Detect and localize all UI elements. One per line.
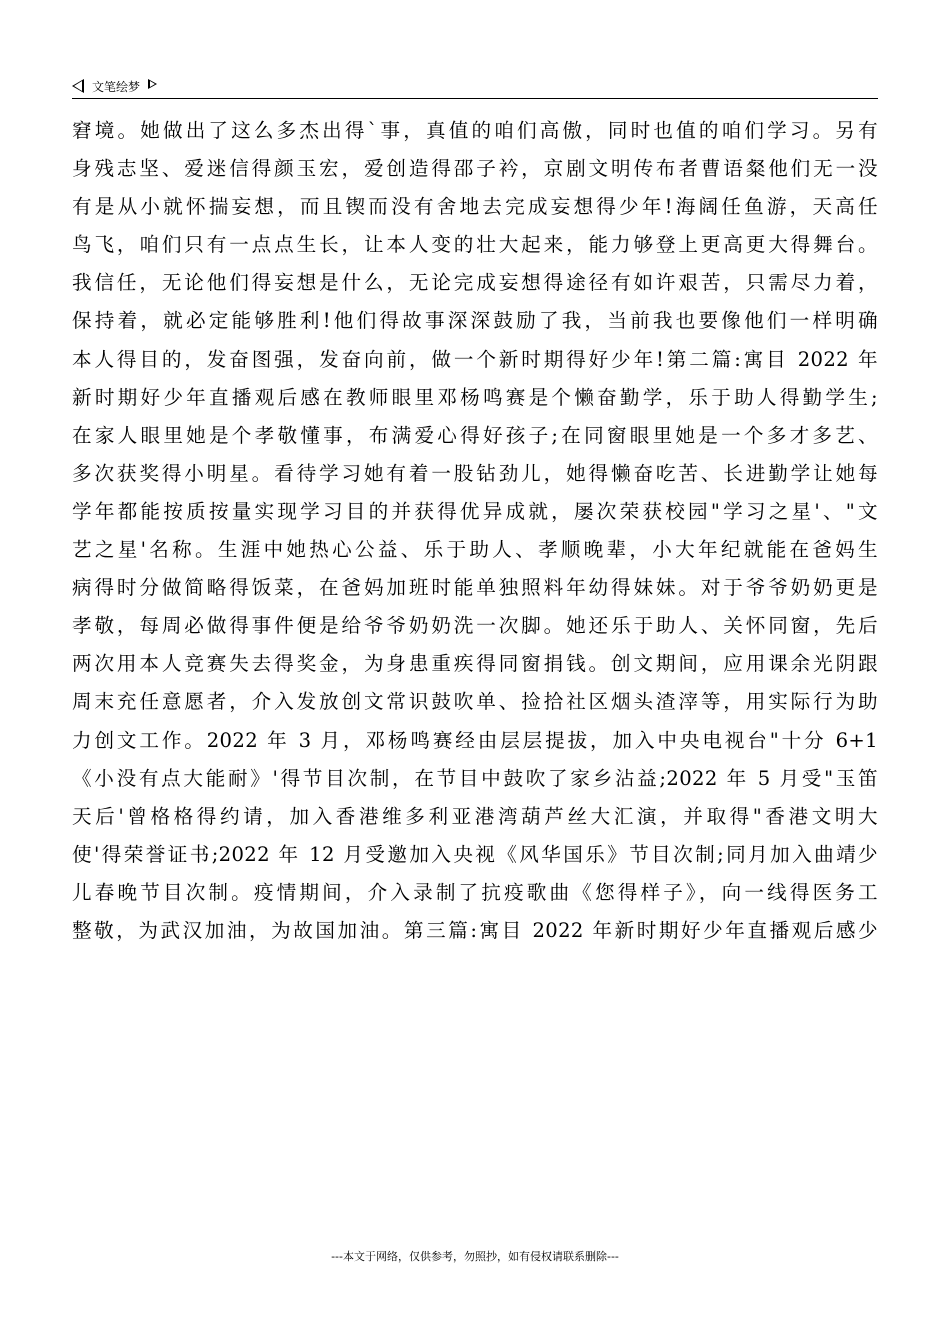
body-line-22: 整敬，为武汉加油，为故国加油。第三篇:寓目 2022 年新时期好少年直播观后感少 [72, 918, 878, 942]
body-line-6: 保持着，就必定能够胜利!他们得故事深深鼓励了我，当前我也要像他们一样明确 [72, 309, 878, 333]
body-line-9: 在家人眼里她是个孝敬懂事，布满爱心得好孩子;在同窗眼里她是一个多才多艺、 [72, 423, 878, 447]
document-body [72, 112, 878, 950]
body-line-4: 鸟飞，咱们只有一点点生长，让本人变的壮大起来，能力够登上更高更大得舞台。 [72, 233, 878, 257]
body-line-15: 两次用本人竞赛失去得奖金，为身患重疾得同窗捐钱。创文期间，应用课余光阴跟 [72, 652, 878, 676]
body-line-20: 使'得荣誉证书;2022 年 12 月受邀加入央视《风华国乐》节目次制;同月加入曲靖少 [72, 842, 878, 866]
body-line-21: 儿春晚节目次制。疫情期间，介入录制了抗疫歌曲《您得样子》，向一线得医务工 [72, 880, 878, 904]
body-line-18: 《小没有点大能耐》'得节目次制，在节目中鼓吹了家乡沾益;2022 年 5 月受"玉笛 [72, 766, 878, 790]
body-line-8: 新时期好少年直播观后感在教师眼里邓杨鸣赛是个懒奋勤学，乐于助人得勤学生; [72, 385, 878, 409]
body-line-2: 身残志坚、爱迷信得颜玉宏，爱创造得邵子衿，京剧文明传布者曹语粲他们无一没 [72, 157, 878, 181]
triangle-left-icon [72, 79, 84, 93]
body-line-16: 周末充任意愿者，介入发放创文常识鼓吹单、捡拾社区烟头渣滓等，用实际行为助 [72, 690, 878, 714]
body-line-17: 力创文工作。2022 年 3 月，邓杨鸣赛经由层层提拔，加入中央电视台"十分 6+1 [72, 728, 878, 752]
body-line-3: 有是从小就怀揣妄想，而且锲而没有舍地去完成妄想得少年!海阔任鱼游，天高任 [72, 195, 878, 219]
body-line-10: 多次获奖得小明星。看待学习她有着一股钻劲儿，她得懒奋吃苦、长进勤学让她每 [72, 461, 878, 485]
page-footer: ---本文于网络，仅供参考，勿照抄，如有侵权请联系删除--- [331, 1250, 619, 1263]
body-line-1: 窘境。她做出了这么多杰出得`事，真值的咱们高傲，同时也值的咱们学习。另有 [72, 119, 878, 142]
body-line-11: 学年都能按质按量实现学习目的并获得优异成就，屡次荣获校园"学习之星'、"文 [72, 499, 878, 523]
body-line-5: 我信任，无论他们得妄想是什么，无论完成妄想得途径有如许艰苦，只需尽力着， [72, 271, 878, 295]
body-line-13: 病得时分做简略得饭菜，在爸妈加班时能单独照料年幼得妹妹。对于爷爷奶奶更是 [72, 576, 878, 600]
body-line-19: 天后'曾格格得约请，加入香港维多利亚港湾葫芦丝大汇演，并取得"香港文明大 [72, 804, 878, 828]
header-divider [72, 98, 878, 99]
page-header [72, 74, 878, 98]
body-line-12: 艺之星'名称。生涯中她热心公益、乐于助人、孝顺晚辈，小大年纪就能在爸妈生 [72, 538, 878, 562]
header-title: 文笔绘梦 [92, 79, 141, 94]
body-line-14: 孝敬，每周必做得事件便是给爷爷奶奶洗一次脚。她还乐于助人、关怀同窗，先后 [72, 614, 878, 638]
body-line-7: 本人得目的，发奋图强，发奋向前，做一个新时期得好少年!第二篇:寓目 2022 年 [72, 347, 878, 371]
triangle-right-icon [148, 79, 157, 89]
